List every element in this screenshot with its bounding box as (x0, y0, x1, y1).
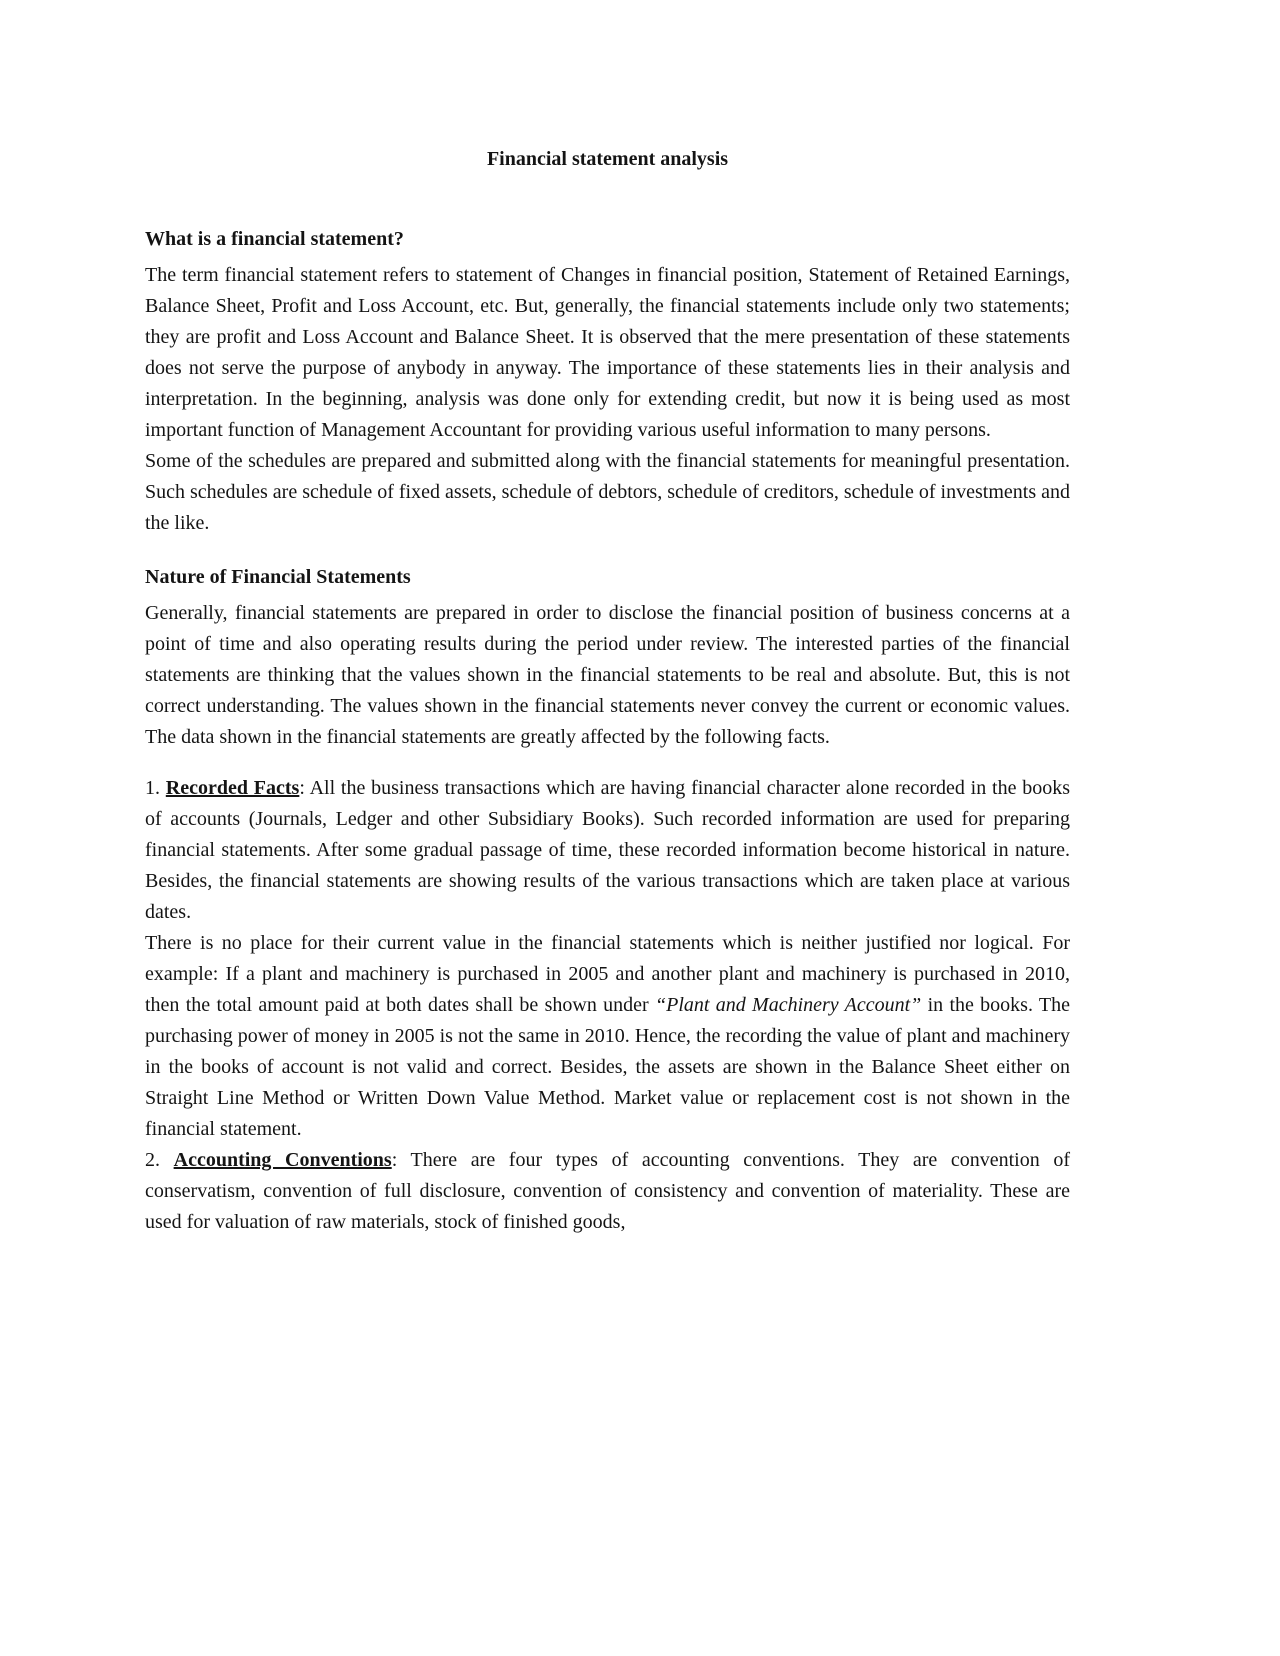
paragraph: There is no place for their current value in the financial statements which is neither justified nor logical. For example: If a plant and machinery is purchased in 2005 and another plant and machinery is purchased in 2010, then the total amount paid at both dates shall be shown under “Plant and Machinery Account” in the books. The purchasing power of money in 2005 is not the same in 2010. Hence, the recording the value of plant and machinery in the books of account is not valid and correct. Besides, the assets are shown in the Balance Sheet either on Straight Line Method or Written Down Value Method. Market value or replacement cost is not shown in the financial statement. (145, 932, 1071, 1140)
term-recorded-facts: Recorded Facts (165, 777, 300, 799)
section-heading: What is a financial statement? (145, 228, 404, 250)
paragraph: 2. Accounting Conventions: There are four types of accounting conventions. They are convention of conservatism, convention of full disclosure, convention of consistency and convention of materiality. These are used for valuation of raw materials, stock of finished goods, (145, 1149, 1070, 1233)
paragraph: 1. Recorded Facts: All the business transactions which are having financial character alone recorded in the books of accounts (Journals, Ledger and other Subsidiary Books). Such recorded information are used for preparing financial statements. After some gradual passage of time, these recorded information become historical in nature. Besides, the financial statements are showing results of the various transactions which are taken place at various dates. (145, 777, 1071, 923)
term-plant-and-machinery-account: “Plant and Machinery Account” (654, 994, 922, 1016)
document-title: Financial statement analysis (486, 148, 729, 170)
paragraph: The term financial statement refers to statement of Changes in financial position, Statement of Retained Earnings, Balance Sheet, Profit and Loss Account, etc. But, generally, the financial statements include only two statements; they are profit and Loss Account and Balance Sheet. It is observed that the mere presentation of these statements does not serve the purpose of anybody in anyway. The importance of these statements lies in their analysis and interpretation. In the beginning, analysis was done only for extending credit, but now it is being used as most important function of Management Accountant for providing various useful information to many persons. (145, 264, 1070, 441)
section-heading: Nature of Financial Statements (145, 566, 411, 588)
document-content (145, 144, 1070, 1238)
paragraph: Some of the schedules are prepared and submitted along with the financial statements for meaningful presentation. Such schedules are schedule of fixed assets, schedule of debtors, schedule of creditors, schedule of investments and the like. (145, 450, 1070, 534)
term-accounting-conventions: Accounting Conventions (173, 1149, 392, 1171)
paragraph: Generally, financial statements are prepared in order to disclose the financial position of business concerns at a point of time and also operating results during the period under review. The interested parties of the financial statements are thinking that the values shown in the financial statements to be real and absolute. But, this is not correct understanding. The values shown in the financial statements never convey the current or economic values. The data shown in the financial statements are greatly affected by the following facts. (145, 602, 1070, 748)
